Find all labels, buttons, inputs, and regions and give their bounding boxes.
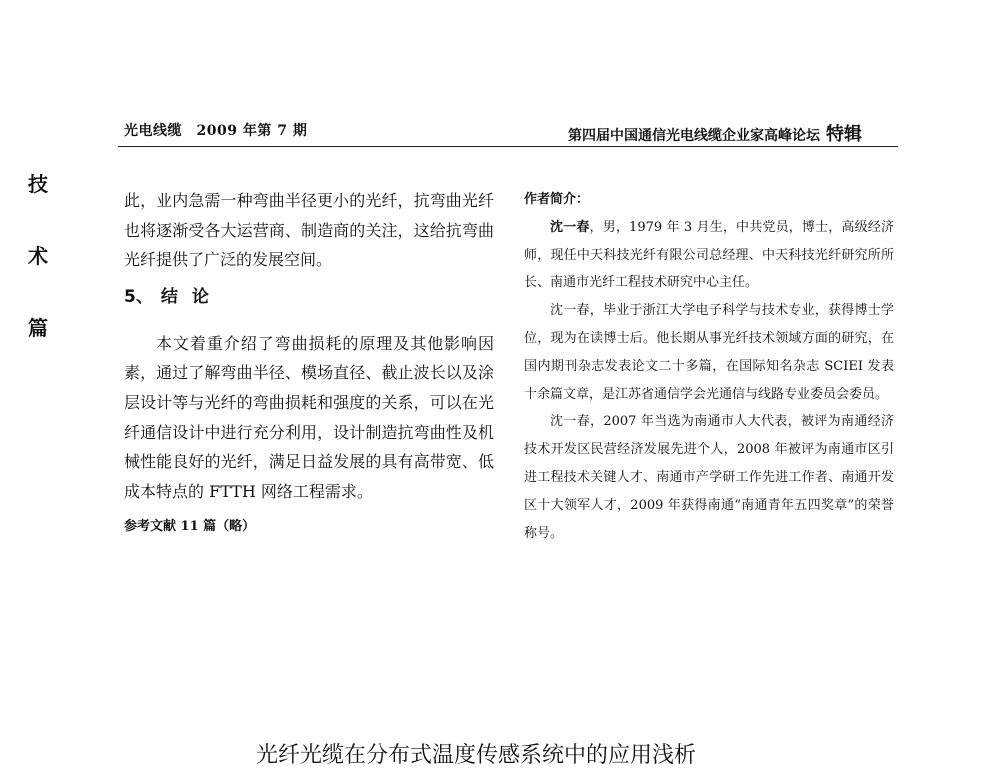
author-heading: 作者简介： (524, 192, 590, 207)
conference-title: 第四届中国通信光电线缆企业家高峰论坛 (568, 128, 820, 144)
author-paragraph-2: 沈一春，毕业于浙江大学电子科学与技术专业，获得博士学位，现为在读博士后。他长期从事光纤技术领域方面的研究，在国内期刊杂志发表论文二十多篇，在国际知名杂志 SCIEI 发表十余篇文章，是江苏省通信学会光通信与线路专业委员会委员。 (524, 303, 894, 402)
section-heading (124, 283, 494, 307)
next-article-title: 光纤光缆在分布式温度传感系统中的应用浅析 (256, 743, 697, 768)
header-rule (118, 146, 898, 147)
running-header-left: 光电线缆 2009 年第 7 期 (124, 123, 308, 139)
right-column (524, 186, 894, 547)
author-paragraph-1-text: ，男，1979 年 3 月生，中共党员，博士，高级经济师，现任中天科技光纤有限公司总经理、中天科技光纤研究所所长、南通市光纤工程技术研究中心主任。 (524, 219, 894, 291)
section-heading-word-2: 论 (191, 286, 209, 307)
left-paragraph-1: 此，业内急需一种弯曲半径更小的光纤，抗弯曲光纤也将逐渐受各大运营商、制造商的关注，这给抗弯曲光纤提供了广泛的发展空间。 (124, 191, 494, 270)
running-header-right (568, 120, 862, 146)
left-column (124, 186, 494, 542)
section-heading-number: 5、 (124, 286, 153, 307)
section-heading-word-1: 结 (160, 286, 178, 307)
side-label-char-1: 技 (28, 172, 48, 196)
conclusion-paragraph: 本文着重介绍了弯曲损耗的原理及其他影响因素，通过了解弯曲半径、模场直径、截止波长以及涂层设计等与光纤的弯曲损耗和强度的关系，可以在光纤通信设计中进行充分利用，设计制造抗弯曲性及机械性能良好的光纤，满足日益发展的具有高带宽、低成本特点的 FTTH 网络工程需求。 (124, 333, 494, 501)
author-name: 沈一春 (550, 219, 590, 235)
side-label-char-2: 术 (28, 244, 48, 268)
section-label: 特辑 (826, 124, 862, 145)
author-paragraph-1 (524, 214, 894, 297)
author-paragraph-3: 沈一春，2007 年当选为南通市人大代表，被评为南通经济技术开发区民营经济发展先进个人，2008 年被评为南通市区引进工程技术关键人才、南通市产学研工作先进工作者、南通开发区十大领军人才，2009 年获得南通“南通青年五四奖章”的荣誉称号。 (524, 414, 894, 541)
side-label-char-3: 篇 (28, 316, 48, 340)
references-note: 参考文献 11 篇（略） (124, 519, 256, 535)
